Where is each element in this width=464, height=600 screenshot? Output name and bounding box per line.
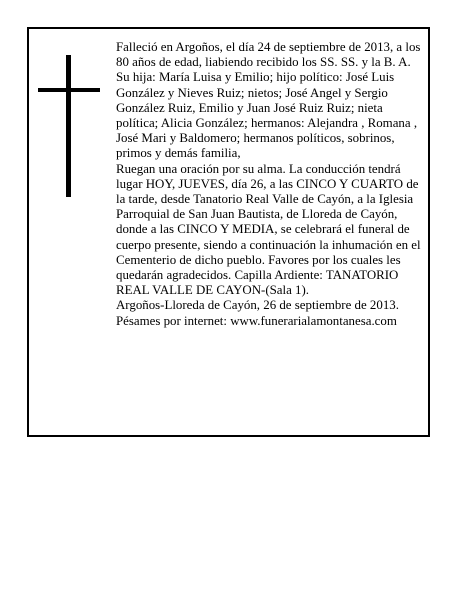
cross-vertical-bar [66, 55, 71, 197]
condolences-website: Pésames por internet: www.funerarialamontanesa.com [116, 313, 397, 328]
latin-cross-icon [38, 55, 100, 197]
funeral-details: Ruegan una oración por su alma. La conducción tendrá lugar HOY, JUEVES, día 26, a las CINCO Y CUARTO de la tarde, desde Tanatorio Real Valle de Cayón, a la Iglesia Parroquial de San Juan Bautista, de Lloreda de Cayón, donde a las CINCO Y MEDIA, se celebrará el funeral de cuerpo presente, siendo a continuación la inhumación en el Cementerio de dicho pueblo. Favores por los cuales les quedarán agradecidos. Capilla Ardiente: TANATORIO REAL VALLE DE CAYON-(Sala 1). [116, 161, 421, 298]
place-and-date: Argoños-Lloreda de Cayón, 26 de septiembre de 2013. [116, 298, 399, 313]
death-announcement: Falleció en Argoños, el día 24 de septiembre de 2013, a los 80 años de edad, liabiendo recibido los SS. SS. y la B. A. [116, 40, 421, 70]
family-list: Su hija: María Luisa y Emilio; hijo político: José Luis González y Nieves Ruiz; nietos; José Angel y Sergio González Ruiz, Emilio y Juan José Ruiz Ruiz; nieta política; Alicia González; hermanos: Alejandra , Romana , José Mari y Baldomero; hermanos políticos, sobrinos, primos y demás familia, [116, 70, 418, 161]
cross-horizontal-bar [38, 88, 100, 92]
obituary-text [116, 40, 422, 329]
